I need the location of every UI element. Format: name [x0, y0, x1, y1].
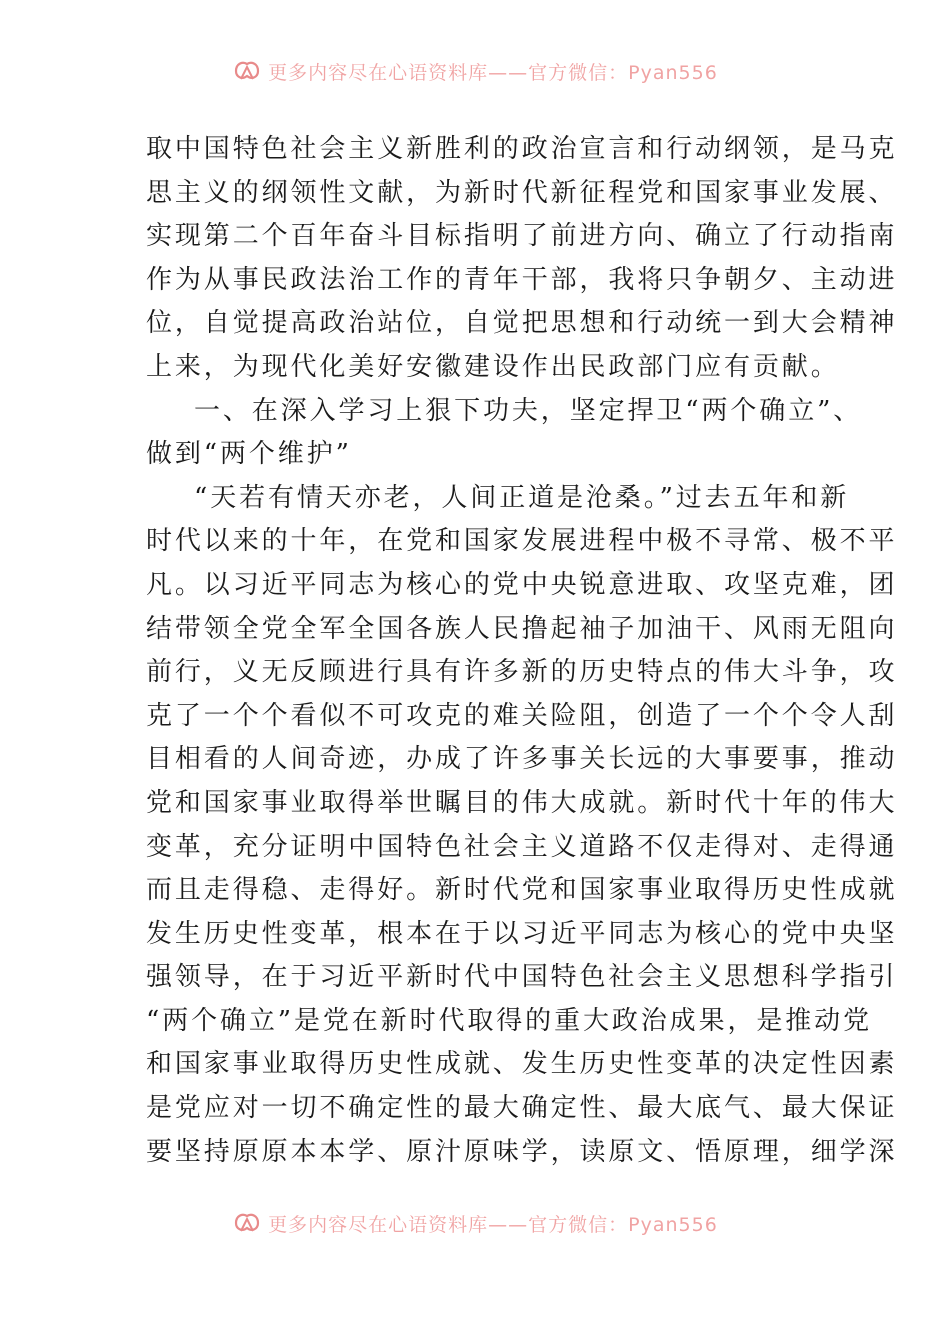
text-line: “两个确立”是党在新时代取得的重大政治成果，是推动党 — [146, 1005, 872, 1036]
text-line: 位，自觉提高政治站位，自觉把思想和行动统一到大会精神 — [146, 308, 898, 339]
text-line: 是党应对一切不确定性的最大确定性、最大底气、最大保证 — [146, 1093, 898, 1124]
text-line: 目相看的人间奇迹，办成了许多事关长远的大事要事，推动 — [146, 744, 898, 775]
footer-watermark — [0, 1208, 950, 1238]
text-line: 前行，义无反顾进行具有许多新的历史特点的伟大斗争，攻 — [146, 657, 898, 688]
text-line: “天若有情天亦老，人间正道是沧桑。”过去五年和新 — [194, 482, 850, 513]
text-line: 要坚持原原本本学、原汁原味学，读原文、悟原理，细学深 — [146, 1136, 898, 1167]
text-line: 克了一个个看似不可攻克的难关险阻，创造了一个个令人刮 — [146, 700, 898, 731]
text-line: 而且走得稳、走得好。新时代党和国家事业取得历史性成就 — [146, 875, 898, 906]
text-line: 上来，为现代化美好安徽建设作出民政部门应有贡献。 — [146, 351, 840, 382]
header-watermark — [0, 56, 950, 86]
watermark-logo-icon — [232, 58, 262, 84]
text-line: 凡。以习近平同志为核心的党中央锐意进取、攻坚克难，团 — [146, 569, 898, 600]
text-line: 取中国特色社会主义新胜利的政治宣言和行动纲领，是马克 — [146, 134, 898, 164]
text-line: 做到“两个维护” — [146, 439, 352, 470]
text-line: 和国家事业取得历史性成就、发生历史性变革的决定性因素 — [146, 1049, 898, 1080]
text-line: 思主义的纲领性文献，为新时代新征程党和国家事业发展、 — [146, 177, 898, 208]
text-line: 强领导，在于习近平新时代中国特色社会主义思想科学指引 — [146, 962, 898, 993]
text-line: 发生历史性变革，根本在于以习近平同志为核心的党中央坚 — [146, 918, 898, 949]
text-line: 时代以来的十年，在党和国家发展进程中极不寻常、极不平 — [146, 526, 898, 557]
text-line: 结带领全党全军全国各族人民撸起袖子加油干、风雨无阻向 — [146, 613, 898, 644]
text-line: 作为从事民政法治工作的青年干部，我将只争朝夕、主动进 — [146, 264, 898, 295]
document-body — [146, 128, 898, 1174]
text-line: 变革，充分证明中国特色社会主义道路不仅走得对、走得通 — [146, 831, 898, 862]
text-line: 一、在深入学习上狠下功夫，坚定捍卫“两个确立”、 — [194, 395, 863, 426]
watermark-logo-icon — [232, 1210, 262, 1236]
text-line: 实现第二个百年奋斗目标指明了前进方向、确立了行动指南 — [146, 221, 898, 252]
watermark-text: 更多内容尽在心语资料库——官方微信：Pyan556 — [268, 61, 718, 84]
watermark-text: 更多内容尽在心语资料库——官方微信：Pyan556 — [268, 1213, 718, 1236]
text-line: 党和国家事业取得举世瞩目的伟大成就。新时代十年的伟大 — [146, 787, 898, 818]
